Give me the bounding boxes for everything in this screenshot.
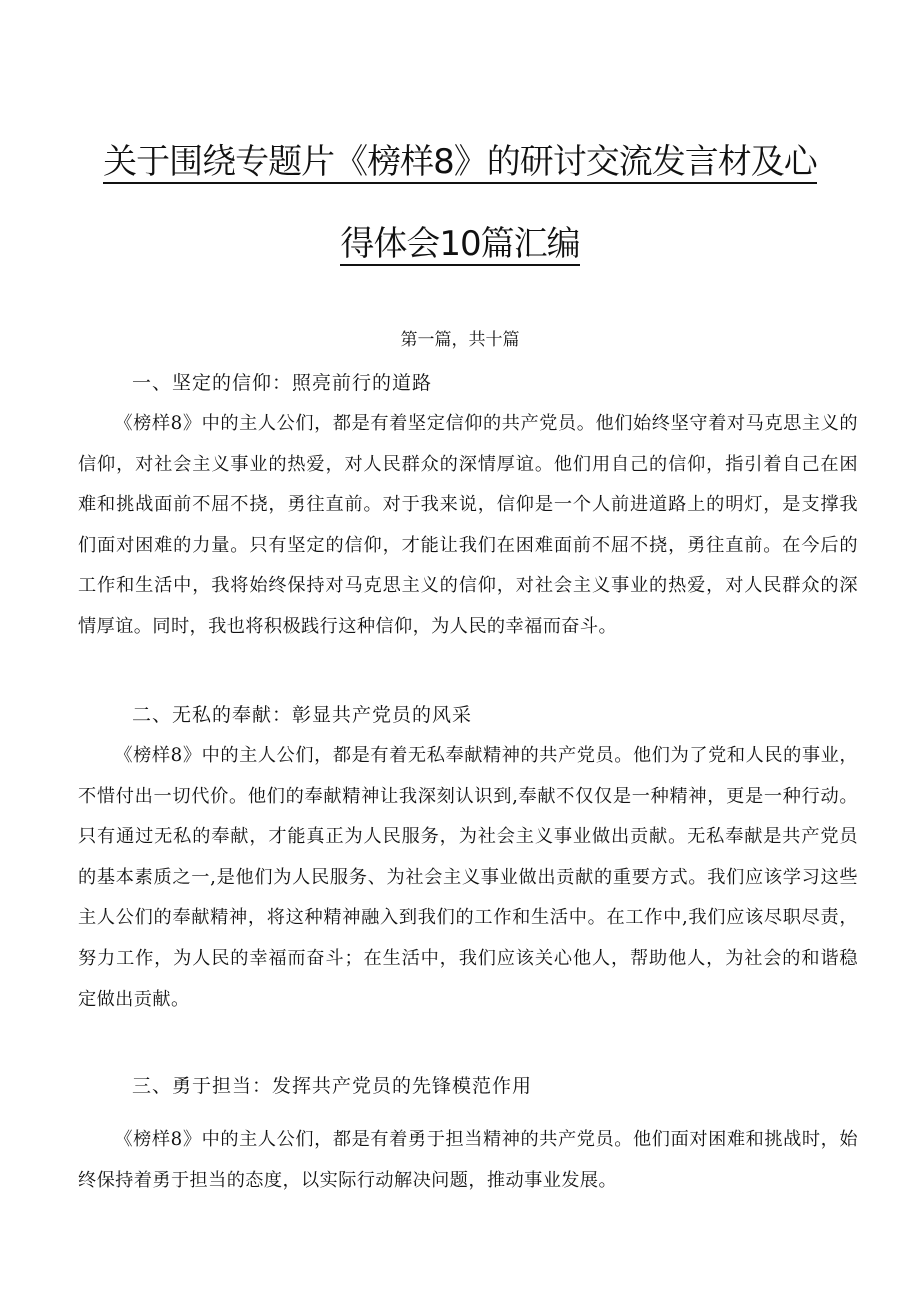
title-text-2: 得体会10篇汇编 <box>340 224 580 264</box>
section-paragraph-1: 《榜样8》中的主人公们，都是有着坚定信仰的共产党员。他们始终坚守着对马克思主义的信仰，对社会主义事业的热爱，对人民群众的深情厚谊。他们用自己的信仰，指引着自己在困难和挑战面前不屈不挠，勇往直前。对于我来说，信仰是一个人前进道路上的明灯，是支撑我们面对困难的力量。只有坚定的信仰，才能让我们在困难面前不屈不挠，勇往直前。在今后的工作和生活中，我将始终保持对马克思主义的信仰，对社会主义事业的热爱，对人民群众的深情厚谊。同时，我也将积极践行这种信仰，为人民的幸福而奋斗。 <box>78 413 858 637</box>
section-heading-3: 三、勇于担当：发挥共产党员的先锋模范作用 <box>132 1075 533 1097</box>
section-heading-2: 二、无私的奉献：彰显共产党员的风采 <box>132 704 473 726</box>
title-text-1: 关于围绕专题片《榜样8》的研讨交流发言材及心 <box>103 142 817 182</box>
document-title-line-2 <box>0 222 920 266</box>
section-paragraph-2: 《榜样8》中的主人公们，都是有着无私奉献精神的共产党员。他们为了党和人民的事业，不惜付出一切代价。他们的奉献精神让我深刻认识到,奉献不仅仅是一种精神，更是一种行动。只有通过无私的奉献，才能真正为人民服务，为社会主义事业做出贡献。无私奉献是共产党员的基本素质之一,是他们为人民服务、为社会主义事业做出贡献的重要方式。我们应该学习这些主人公们的奉献精神，将这种精神融入到我们的工作和生活中。在工作中,我们应该尽职尽责，努力工作，为人民的幸福而奋斗；在生活中，我们应该关心他人，帮助他人，为社会的和谐稳定做出贡献。 <box>78 745 858 1010</box>
document-subtitle: 第一篇，共十篇 <box>400 330 520 350</box>
section-paragraph-3: 《榜样8》中的主人公们，都是有着勇于担当精神的共产党员。他们面对困难和挑战时，始终保持着勇于担当的态度，以实际行动解决问题，推动事业发展。 <box>78 1129 858 1191</box>
section-heading-1: 一、坚定的信仰：照亮前行的道路 <box>132 372 433 394</box>
document-title-line-1 <box>0 140 920 184</box>
